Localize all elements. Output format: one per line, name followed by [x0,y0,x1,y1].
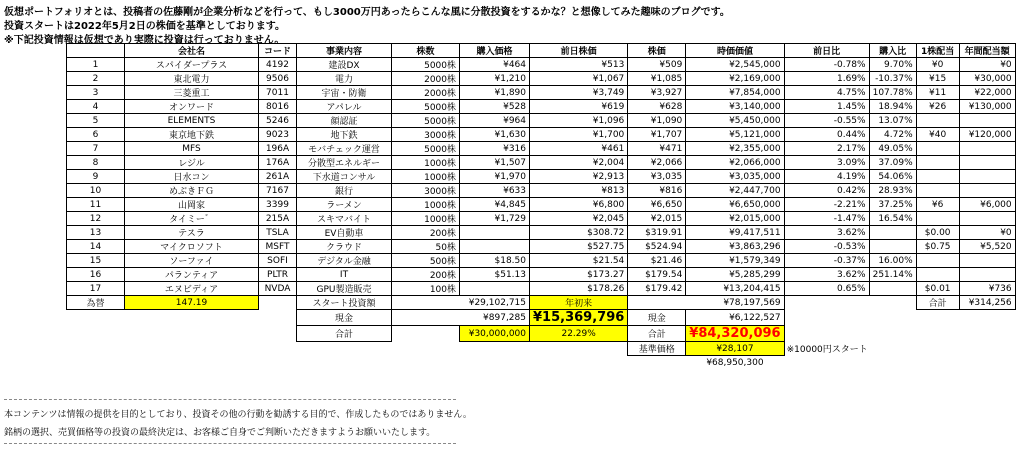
table-cell [959,170,1015,184]
ytd-pct: 22.29% [530,326,628,342]
disclaimer-line-2: 銘柄の選択、売買価格等の投資の最終決定は、お客様ご自身でご判断いただきますようお願いいたします。 [4,428,436,438]
table-row [67,142,1016,156]
table-cell: -0.78% [784,58,869,72]
table-cell: ¥461 [530,142,628,156]
table-cell: アパレル [297,100,392,114]
table-cell: クラウド [297,240,392,254]
portfolio-table [66,43,1016,370]
table-cell: $524.94 [628,240,686,254]
table-cell: ¥3,140,000 [686,100,784,114]
table-cell: ¥30,000 [959,72,1015,86]
table-cell: ¥2,045 [530,212,628,226]
table-cell: $18.50 [460,254,530,268]
table-cell: 16.54% [869,212,916,226]
table-row [67,240,1016,254]
table-cell: ¥6,000 [959,198,1015,212]
table-row [67,114,1016,128]
table-cell: ¥5,121,000 [686,128,784,142]
total2-label: 合計 [628,326,686,342]
table-cell: 4.72% [869,128,916,142]
table-cell: ¥7,854,000 [686,86,784,100]
table-cell: ¥1,507 [460,156,530,170]
start-value: ¥29,102,715 [392,296,530,310]
table-cell: 日水コン [125,170,259,184]
table-cell: 3000株 [392,184,460,198]
table-cell: 1.45% [784,100,869,114]
table-cell: -0.37% [784,254,869,268]
column-header: 前日比 [784,44,869,58]
table-row [67,156,1016,170]
table-cell: $527.75 [530,240,628,254]
table-cell: $179.54 [628,268,686,282]
table-cell: ¥1,970 [460,170,530,184]
table-row [67,58,1016,72]
table-cell: ¥2,015 [628,212,686,226]
table-cell: ソーファイ [125,254,259,268]
table-cell: ¥130,000 [959,100,1015,114]
table-cell: スキマバイト [297,212,392,226]
table-cell: 215A [259,212,297,226]
table-cell: 49.05% [869,142,916,156]
table-cell: 4192 [259,58,297,72]
div-total-value: ¥314,256 [959,296,1015,310]
summary-row-2 [67,310,1016,326]
table-cell: 宇宙・防衛 [297,86,392,100]
table-cell [869,226,916,240]
table-cell: -10.37% [869,72,916,86]
table-cell: MSFT [259,240,297,254]
table-cell [916,254,959,268]
table-cell [916,268,959,282]
table-header-row [67,44,1016,58]
table-cell: 500株 [392,254,460,268]
table-cell [916,212,959,226]
table-cell: ¥471 [628,142,686,156]
table-cell: 5 [67,114,125,128]
table-cell: 3000株 [392,128,460,142]
column-header: 購入価格 [460,44,530,58]
column-header: 1株配当 [916,44,959,58]
table-cell: 107.78% [869,86,916,100]
table-cell: $0.01 [916,282,959,296]
table-cell: 8 [67,156,125,170]
table-cell: ¥40 [916,128,959,142]
table-cell: ¥528 [460,100,530,114]
table-row [67,282,1016,296]
table-cell: 下水道コンサル [297,170,392,184]
table-cell: ¥1,067 [530,72,628,86]
table-cell: 12 [67,212,125,226]
below-value: ¥68,950,300 [706,357,764,368]
table-cell: モバチェック運営 [297,142,392,156]
table-cell: 0.42% [784,184,869,198]
table-cell: 銀行 [297,184,392,198]
table-cell: $173.27 [530,268,628,282]
table-cell: ラーメン [297,198,392,212]
table-cell: NVDA [259,282,297,296]
table-cell: ¥619 [530,100,628,114]
start-label: スタート投資額 [297,296,392,310]
table-cell: 2000株 [392,86,460,100]
column-header: 年間配当額 [959,44,1015,58]
table-cell: ¥1,579,349 [686,254,784,268]
table-cell: ¥15 [916,72,959,86]
table-cell [916,184,959,198]
table-cell: ¥1,630 [460,128,530,142]
table-cell: 37.25% [869,198,916,212]
divider-bottom [4,443,456,444]
table-row [67,254,1016,268]
table-cell: 0.65% [784,282,869,296]
table-cell: $178.26 [530,282,628,296]
table-cell [460,226,530,240]
table-cell: 3399 [259,198,297,212]
table-cell: ¥2,004 [530,156,628,170]
table-cell [959,156,1015,170]
table-cell: ¥509 [628,58,686,72]
table-cell: ¥22,000 [959,86,1015,100]
column-header: 前日株価 [530,44,628,58]
table-cell: スパイダープラス [125,58,259,72]
table-cell: 13.07% [869,114,916,128]
cash-value: ¥897,285 [392,310,530,326]
table-cell: 5000株 [392,100,460,114]
table-cell: 3 [67,86,125,100]
table-cell: ¥628 [628,100,686,114]
table-cell: $51.13 [460,268,530,282]
table-cell: 電力 [297,72,392,86]
cash2-label: 現金 [628,310,686,326]
table-row [67,100,1016,114]
mv-total: ¥78,197,569 [628,296,784,310]
table-cell: 3.62% [784,226,869,240]
table-cell: 100株 [392,282,460,296]
table-cell: 14 [67,240,125,254]
table-cell: デジタル金融 [297,254,392,268]
table-cell: 3.09% [784,156,869,170]
ytd-label: 年初来 [530,296,628,310]
table-cell: $179.42 [628,282,686,296]
table-cell: 9506 [259,72,297,86]
table-cell: 13 [67,226,125,240]
table-cell: ¥9,417,511 [686,226,784,240]
table-cell: ¥0 [959,226,1015,240]
table-cell [959,184,1015,198]
table-cell: ¥2,913 [530,170,628,184]
table-row [67,198,1016,212]
table-cell: ¥1,729 [460,212,530,226]
base-note: ※10000円スタート [786,345,868,355]
table-cell: 3.62% [784,268,869,282]
table-cell: ¥5,520 [959,240,1015,254]
table-cell: 1000株 [392,212,460,226]
table-cell: ¥26 [916,100,959,114]
table-cell: ¥3,035 [628,170,686,184]
table-cell: 5000株 [392,58,460,72]
table-cell: 建設DX [297,58,392,72]
table-cell: パランティア [125,268,259,282]
table-cell: ¥3,749 [530,86,628,100]
table-cell: 三菱重工 [125,86,259,100]
base-label: 基準価格 [628,342,686,356]
table-cell: 東京地下鉄 [125,128,259,142]
table-cell: 地下鉄 [297,128,392,142]
column-header: 会社名 [125,44,259,58]
fx-value: 147.19 [125,296,259,310]
table-cell: -2.21% [784,198,869,212]
table-cell [959,142,1015,156]
table-cell: 200株 [392,268,460,282]
table-cell: マイクロソフト [125,240,259,254]
table-cell: 18.94% [869,100,916,114]
table-cell: 10 [67,184,125,198]
table-row [67,184,1016,198]
table-cell: ¥813 [530,184,628,198]
table-cell: ¥2,447,700 [686,184,784,198]
fx-label: 為替 [67,296,125,310]
table-cell: ¥736 [959,282,1015,296]
table-cell: 9023 [259,128,297,142]
total-value: ¥30,000,000 [460,326,530,342]
table-cell: 261A [259,170,297,184]
table-cell: 54.06% [869,170,916,184]
table-cell: ¥1,085 [628,72,686,86]
table-row [67,170,1016,184]
table-cell: $21.54 [530,254,628,268]
table-cell: ¥1,890 [460,86,530,100]
intro-line-1: 仮想ポートフォリオとは、投稿者の佐藤剛が企業分析などを行って、もし3000万円あったらこんな風に分散投資をするかな？と想像してみた趣味のブログです。 [4,7,730,18]
table-cell: ¥1,700 [530,128,628,142]
base-value: ¥28,107 [686,342,784,356]
table-cell: 顔認証 [297,114,392,128]
table-cell [959,212,1015,226]
table-cell: ¥1,090 [628,114,686,128]
table-cell: $0.00 [916,226,959,240]
table-row [67,128,1016,142]
table-cell [959,268,1015,282]
column-header: コード [259,44,297,58]
table-row [67,268,1016,282]
table-cell: 37.09% [869,156,916,170]
table-cell: 0.44% [784,128,869,142]
table-cell [869,282,916,296]
table-cell: 4 [67,100,125,114]
table-cell: 7167 [259,184,297,198]
table-row [67,86,1016,100]
table-cell: SOFI [259,254,297,268]
table-cell [916,170,959,184]
table-cell: ¥13,204,415 [686,282,784,296]
table-cell: 1000株 [392,156,460,170]
table-cell: ¥5,450,000 [686,114,784,128]
table-cell: 176A [259,156,297,170]
cash-label: 現金 [297,310,392,326]
table-cell: TSLA [259,226,297,240]
table-cell: ¥1,096 [530,114,628,128]
table-cell: ¥1,210 [460,72,530,86]
disclaimer-line-1: 本コンテンツは情報の提供を目的としており、投資その他の行動を勧誘する目的で、作成したものではありません。 [4,410,472,420]
table-cell: ¥6,650 [628,198,686,212]
table-cell: 251.14% [869,268,916,282]
table-cell: $308.72 [530,226,628,240]
table-cell [916,114,959,128]
table-cell: ¥3,927 [628,86,686,100]
table-cell: タイミー゛ [125,212,259,226]
table-cell: ¥2,015,000 [686,212,784,226]
table-cell: ¥2,066,000 [686,156,784,170]
table-cell: ¥2,169,000 [686,72,784,86]
table-cell: MFS [125,142,259,156]
table-cell: 50株 [392,240,460,254]
table-cell [460,240,530,254]
table-cell: 196A [259,142,297,156]
table-cell: 2.17% [784,142,869,156]
table-cell: ¥464 [460,58,530,72]
table-cell: ¥6 [916,198,959,212]
table-cell: ELEMENTS [125,114,259,128]
table-cell [959,254,1015,268]
table-cell: オンワード [125,100,259,114]
intro-line-3: ※下記投資情報は仮想であり実際に投資は行っておりません。 [4,35,285,46]
table-cell: 16 [67,268,125,282]
table-cell: 2 [67,72,125,86]
table-cell: 11 [67,198,125,212]
table-cell: 9.70% [869,58,916,72]
table-cell: 1 [67,58,125,72]
table-cell: -0.53% [784,240,869,254]
table-cell: ¥4,845 [460,198,530,212]
column-header [67,44,125,58]
table-cell: IT [297,268,392,282]
table-cell: ¥2,355,000 [686,142,784,156]
table-cell [869,240,916,254]
table-cell [460,282,530,296]
table-cell: ¥6,650,000 [686,198,784,212]
column-header: 株価 [628,44,686,58]
table-cell: 分散型エネルギー [297,156,392,170]
table-cell: エヌビディア [125,282,259,296]
table-cell: ¥633 [460,184,530,198]
table-cell: 4.75% [784,86,869,100]
total-label: 合計 [297,326,392,342]
table-cell: 1000株 [392,198,460,212]
table-row [67,226,1016,240]
divider-top [4,399,456,400]
table-cell: EV自動車 [297,226,392,240]
table-cell: 28.93% [869,184,916,198]
table-cell: $319.91 [628,226,686,240]
table-cell: ¥316 [460,142,530,156]
table-cell [959,114,1015,128]
summary-row-4 [67,342,1016,356]
table-cell: 1000株 [392,170,460,184]
table-cell: 1.69% [784,72,869,86]
cash2-value: ¥6,122,527 [686,310,784,326]
total2-value: ¥84,320,096 [686,326,784,342]
table-cell: レジル [125,156,259,170]
table-cell: ¥3,863,296 [686,240,784,254]
table-cell: ¥816 [628,184,686,198]
table-cell: ¥6,800 [530,198,628,212]
summary-row-3 [67,326,1016,342]
column-header: 株数 [392,44,460,58]
table-cell: -1.47% [784,212,869,226]
summary-row-5 [67,356,1016,370]
table-cell: 8016 [259,100,297,114]
div-total-label: 合計 [916,296,959,310]
table-cell: ¥5,285,299 [686,268,784,282]
table-cell: 4.19% [784,170,869,184]
table-cell: 2000株 [392,72,460,86]
intro-line-2: 投資スタートは2022年5月2日の株価を基準としております。 [4,21,285,32]
table-cell: ¥513 [530,58,628,72]
table-cell: 7011 [259,86,297,100]
table-cell: ¥2,066 [628,156,686,170]
table-cell: $21.46 [628,254,686,268]
table-cell: ¥2,545,000 [686,58,784,72]
table-cell: ¥0 [959,58,1015,72]
table-cell: $0.75 [916,240,959,254]
table-cell: 5000株 [392,114,460,128]
table-cell: -0.55% [784,114,869,128]
table-cell: ¥1,707 [628,128,686,142]
ytd-value: ¥15,369,796 [530,310,628,326]
column-header: 購入比 [869,44,916,58]
table-cell: テスラ [125,226,259,240]
table-cell: 東北電力 [125,72,259,86]
table-cell: ¥0 [916,58,959,72]
table-cell: 山岡家 [125,198,259,212]
table-cell [916,142,959,156]
table-cell: ¥120,000 [959,128,1015,142]
table-cell: 16.00% [869,254,916,268]
table-cell: 6 [67,128,125,142]
table-cell: 9 [67,170,125,184]
table-cell: 15 [67,254,125,268]
column-header: 時価価値 [686,44,784,58]
table-row [67,72,1016,86]
table-cell: PLTR [259,268,297,282]
table-cell: ¥11 [916,86,959,100]
table-cell: 5246 [259,114,297,128]
table-cell: ¥964 [460,114,530,128]
table-cell: めぶきＦＧ [125,184,259,198]
table-cell: 200株 [392,226,460,240]
column-header: 事業内容 [297,44,392,58]
table-cell: GPU製造販売 [297,282,392,296]
table-cell: 5000株 [392,142,460,156]
table-row [67,212,1016,226]
table-cell: 17 [67,282,125,296]
summary-row-1 [67,296,1016,310]
table-cell [916,156,959,170]
table-cell: 7 [67,142,125,156]
table-cell: ¥3,035,000 [686,170,784,184]
